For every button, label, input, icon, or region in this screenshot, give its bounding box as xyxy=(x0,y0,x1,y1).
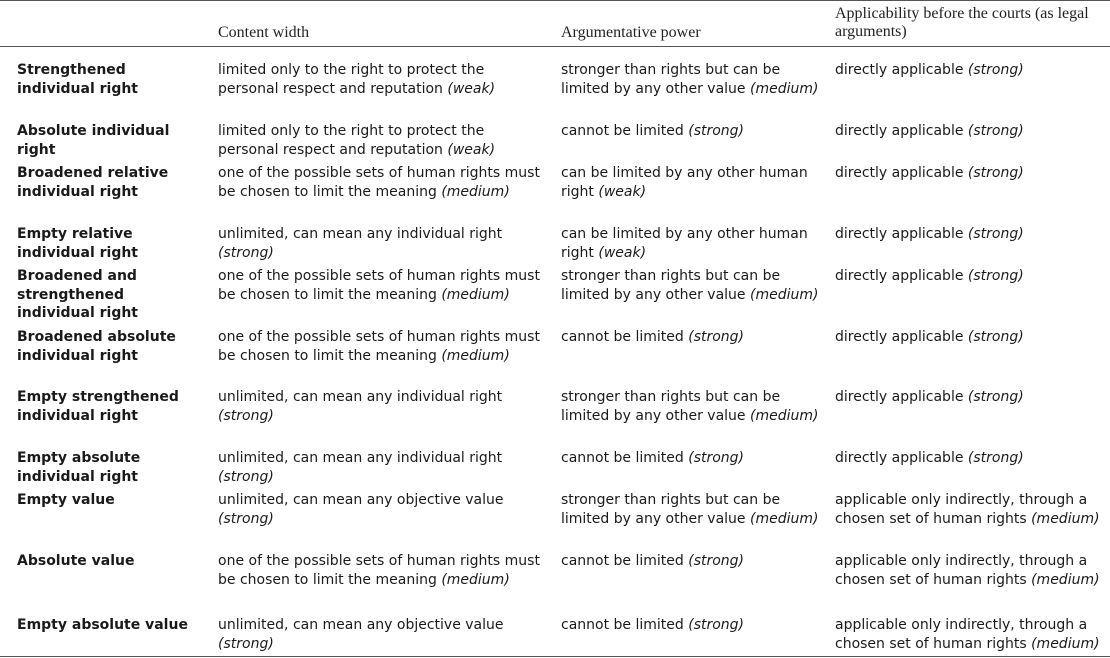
cell-grade: (strong) xyxy=(218,635,274,652)
row-concept: Absolute individual right xyxy=(17,123,170,158)
row-argumentative-power xyxy=(561,164,821,201)
cell-grade: (medium) xyxy=(1031,635,1100,652)
cell-grade: (medium) xyxy=(750,286,819,303)
row-content-width xyxy=(218,552,548,589)
cell-text: directly applicable xyxy=(835,268,964,284)
row-applicability xyxy=(835,164,1107,183)
header-applicability: Applicability before the courts (as legal arguments) xyxy=(835,5,1089,40)
row-argumentative-power xyxy=(561,122,821,141)
row-content-width xyxy=(218,616,548,653)
cell-grade: (strong) xyxy=(967,165,1024,181)
row-applicability xyxy=(835,388,1107,407)
cell-grade: (strong) xyxy=(688,450,745,466)
cell-grade: (strong) xyxy=(218,468,274,485)
cell-text: one of the possible sets of human rights must be chosen to limit the meaning xyxy=(218,165,540,200)
row-content-width xyxy=(218,225,548,262)
cell-text: cannot be limited xyxy=(561,450,684,466)
cell-text: limited only to the right to protect the personal respect and reputation xyxy=(218,123,485,158)
header-argumentative-power: Argumentative power xyxy=(561,24,701,41)
row-content-width xyxy=(218,328,548,365)
row-argumentative-power xyxy=(561,616,821,635)
cell-text: cannot be limited xyxy=(561,123,684,139)
row-concept: Broadened and strengthened individual right xyxy=(17,268,139,321)
cell-grade: (medium) xyxy=(1031,510,1100,527)
cell-text: stronger than rights but can be limited by any other value xyxy=(561,268,781,303)
cell-grade: (medium) xyxy=(441,347,510,364)
cell-text: stronger than rights but can be limited by any other value xyxy=(561,492,781,527)
header-rule xyxy=(0,46,1110,47)
row-applicability xyxy=(835,267,1107,286)
cell-text: applicable only indirectly, through a chosen set of human rights xyxy=(835,492,1088,527)
row-argumentative-power xyxy=(561,491,821,528)
cell-grade: (strong) xyxy=(967,268,1024,284)
row-content-width xyxy=(218,388,548,425)
row-argumentative-power xyxy=(561,61,821,98)
row-concept: Absolute value xyxy=(17,553,135,569)
cell-text: cannot be limited xyxy=(561,617,684,633)
row-applicability xyxy=(835,225,1107,244)
cell-grade: (strong) xyxy=(967,389,1024,405)
cell-grade: (medium) xyxy=(750,80,819,97)
cell-text: unlimited, can mean any individual right xyxy=(218,389,503,405)
row-concept: Strengthened individual right xyxy=(17,62,139,97)
row-content-width xyxy=(218,449,548,486)
table-bottom-rule xyxy=(0,656,1110,657)
row-applicability xyxy=(835,61,1107,80)
cell-text: unlimited, can mean any objective value xyxy=(218,617,504,633)
cell-text: can be limited by any other human right xyxy=(561,226,808,261)
cell-text: directly applicable xyxy=(835,226,964,242)
cell-text: directly applicable xyxy=(835,389,964,405)
row-concept: Broadened absolute individual right xyxy=(17,329,176,364)
cell-grade: (strong) xyxy=(688,617,745,633)
cell-text: directly applicable xyxy=(835,450,964,466)
cell-grade: (strong) xyxy=(218,244,274,261)
row-concept: Empty value xyxy=(17,492,115,508)
cell-grade: (medium) xyxy=(750,407,819,424)
row-argumentative-power xyxy=(561,552,821,571)
cell-text: one of the possible sets of human rights must be chosen to limit the meaning xyxy=(218,553,540,588)
row-applicability xyxy=(835,491,1107,528)
header-content-width: Content width xyxy=(218,24,310,41)
cell-grade: (strong) xyxy=(688,123,745,139)
row-argumentative-power xyxy=(561,388,821,425)
row-content-width xyxy=(218,61,548,98)
row-content-width xyxy=(218,491,548,528)
cell-grade: (medium) xyxy=(441,286,510,303)
cell-text: directly applicable xyxy=(835,329,964,345)
row-applicability xyxy=(835,552,1107,589)
cell-text: unlimited, can mean any individual right xyxy=(218,226,503,242)
row-applicability xyxy=(835,616,1107,653)
cell-grade: (medium) xyxy=(1031,571,1100,588)
row-content-width xyxy=(218,267,548,304)
cell-text: unlimited, can mean any individual right xyxy=(218,450,503,466)
cell-grade: (medium) xyxy=(441,571,510,588)
cell-text: one of the possible sets of human rights must be chosen to limit the meaning xyxy=(218,268,540,303)
cell-grade: (strong) xyxy=(218,510,274,527)
cell-grade: (strong) xyxy=(967,62,1024,78)
cell-grade: (strong) xyxy=(688,553,745,569)
row-applicability xyxy=(835,449,1107,468)
cell-grade: (medium) xyxy=(441,183,510,200)
cell-grade: (weak) xyxy=(598,183,647,200)
row-argumentative-power xyxy=(561,328,821,347)
row-concept: Empty absolute individual right xyxy=(17,450,141,485)
cell-text: directly applicable xyxy=(835,123,964,139)
cell-grade: (strong) xyxy=(688,329,745,345)
cell-text: limited only to the right to protect the personal respect and reputation xyxy=(218,62,485,97)
cell-text: unlimited, can mean any objective value xyxy=(218,492,504,508)
row-concept: Broadened relative individual right xyxy=(17,165,169,200)
cell-text: can be limited by any other human right xyxy=(561,165,808,200)
row-argumentative-power xyxy=(561,449,821,468)
cell-text: directly applicable xyxy=(835,62,964,78)
cell-text: applicable only indirectly, through a chosen set of human rights xyxy=(835,617,1088,652)
cell-text: stronger than rights but can be limited by any other value xyxy=(561,389,781,424)
cell-text: cannot be limited xyxy=(561,553,684,569)
row-applicability xyxy=(835,328,1107,347)
row-applicability xyxy=(835,122,1107,141)
row-concept: Empty strengthened individual right xyxy=(17,389,179,424)
cell-grade: (strong) xyxy=(967,226,1024,242)
cell-text: one of the possible sets of human rights must be chosen to limit the meaning xyxy=(218,329,540,364)
cell-grade: (weak) xyxy=(447,141,496,158)
cell-grade: (weak) xyxy=(447,80,496,97)
row-argumentative-power xyxy=(561,225,821,262)
cell-grade: (strong) xyxy=(967,329,1024,345)
cell-grade: (strong) xyxy=(218,407,274,424)
cell-text: applicable only indirectly, through a chosen set of human rights xyxy=(835,553,1088,588)
row-argumentative-power xyxy=(561,267,821,304)
row-concept: Empty absolute value xyxy=(17,617,188,633)
table-top-rule xyxy=(0,0,1110,1)
cell-grade: (strong) xyxy=(967,450,1024,466)
cell-text: directly applicable xyxy=(835,165,964,181)
cell-grade: (strong) xyxy=(967,123,1024,139)
cell-text: cannot be limited xyxy=(561,329,684,345)
cell-grade: (weak) xyxy=(598,244,647,261)
row-content-width xyxy=(218,122,548,159)
row-concept: Empty relative individual right xyxy=(17,226,139,261)
row-content-width xyxy=(218,164,548,201)
cell-grade: (medium) xyxy=(750,510,819,527)
cell-text: stronger than rights but can be limited by any other value xyxy=(561,62,781,97)
